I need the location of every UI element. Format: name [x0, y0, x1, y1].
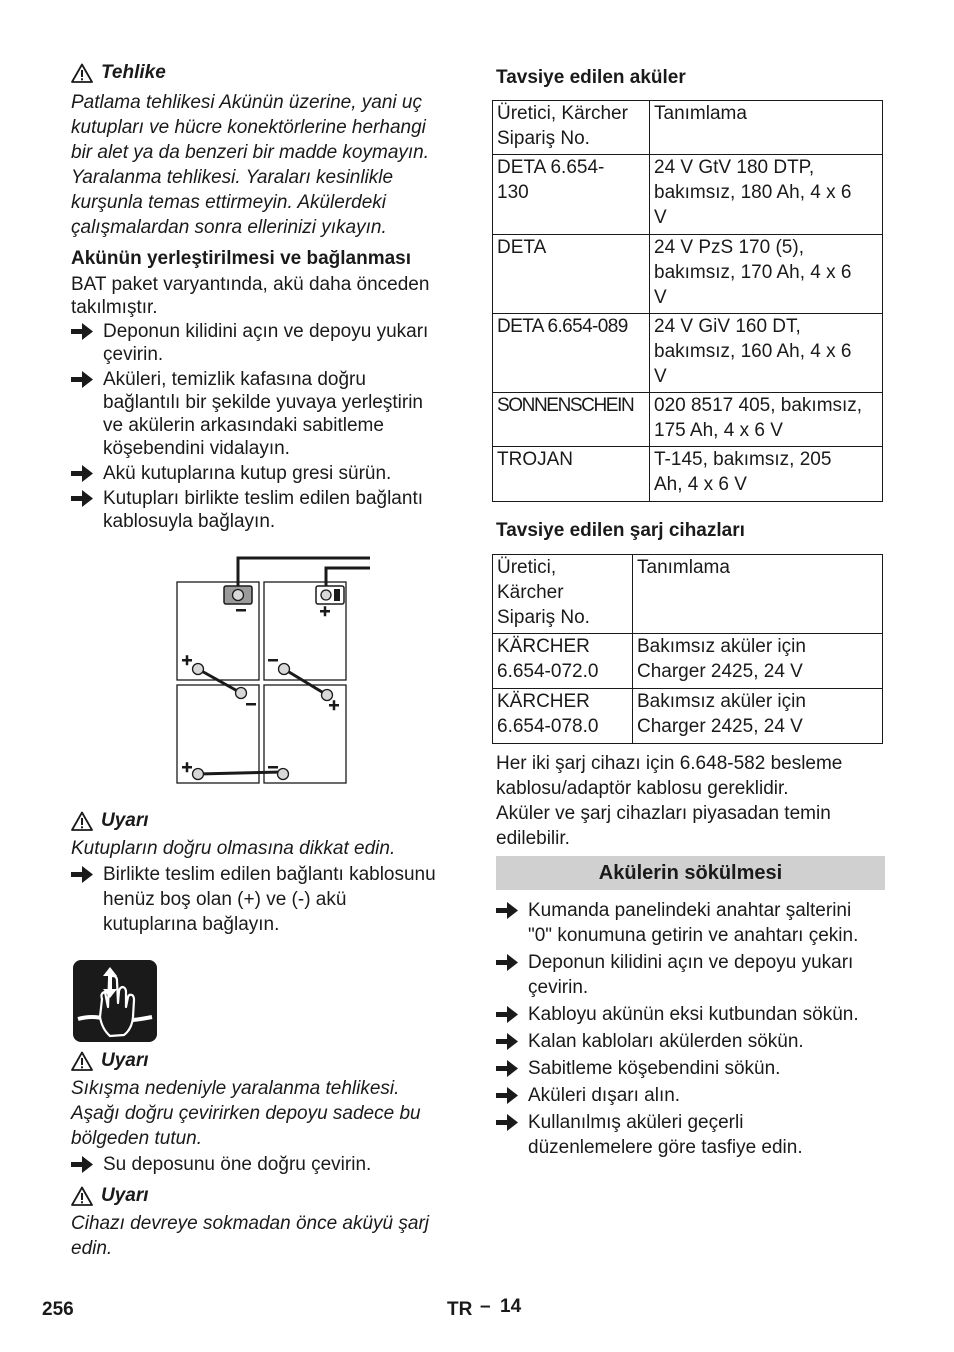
table-header-row — [493, 555, 883, 634]
text-line: Akü kutuplarına kutup gresi sürün. — [103, 463, 392, 484]
text-line: Patlama tehlikesi Akünün üzerine, yani uç — [71, 92, 422, 113]
arrow-right-icon — [71, 371, 93, 388]
warning-title: Uyarı — [101, 1185, 149, 1206]
table-cell: 6.654-072.0 — [497, 661, 599, 682]
battery-wiring-diagram — [170, 552, 380, 788]
text-line: Su deposunu öne doğru çevirin. — [103, 1154, 372, 1175]
list-item — [496, 1002, 888, 1027]
text-line: Kutupları birlikte teslim edilen bağlantı — [103, 488, 424, 509]
list-item — [71, 367, 466, 461]
section-page-number: 14 — [500, 1296, 522, 1317]
table-row — [493, 447, 883, 502]
text-line: çevirin. — [103, 344, 164, 365]
warning-text — [71, 1211, 466, 1261]
text-line: Sıkışma nedeniyle yaralanma tehlikesi. — [71, 1078, 400, 1099]
text-line: Kabloyu akünün eksi kutbundan sökün. — [528, 1004, 859, 1025]
text-line: çevirin. — [528, 977, 589, 998]
text-line: Kalan kabloları akülerden sökün. — [528, 1031, 804, 1052]
text-line: bir alet ya da benzeri bir madde koymayın. — [71, 142, 430, 163]
warning-title: Uyarı — [101, 1050, 149, 1071]
table-cell: KÄRCHER — [497, 691, 590, 712]
table-cell: Sipariş No. — [497, 607, 590, 628]
arrow-right-icon — [496, 902, 518, 919]
table-cell: TROJAN — [497, 449, 573, 470]
table-cell: SONNENSCHEIN — [497, 395, 634, 416]
list-item — [496, 1029, 888, 1054]
text-line: Kullanılmış aküleri geçerli — [528, 1112, 744, 1133]
install-intro — [71, 272, 461, 320]
section-heading: Tavsiye edilen aküler — [496, 67, 686, 88]
text-line: bölgeden tutun. — [71, 1128, 203, 1149]
table-cell: Üretici, Kärcher — [497, 103, 628, 124]
list-item — [71, 862, 466, 937]
table-cell: Bakımsız aküler için — [637, 636, 806, 657]
text-line: Aşağı doğru çevirirken depoyu sadece bu — [71, 1103, 421, 1124]
table-cell: Tanımlama — [654, 103, 747, 124]
page-number: 256 — [42, 1299, 74, 1320]
table-cell: Üretici, — [497, 557, 557, 578]
warning-triangle-icon — [71, 63, 93, 83]
text-line: "0" konumuna getirin ve anahtarı çekin. — [528, 925, 859, 946]
table-cell: V — [654, 287, 667, 308]
text-line: Kumanda panelindeki anahtar şalterini — [528, 900, 852, 921]
text-line: kablosuyla bağlayın. — [103, 511, 276, 532]
table-cell: T-145, bakımsız, 205 — [654, 449, 832, 470]
section-title-bar: Akülerin sökülmesi — [496, 856, 885, 890]
text-line: henüz boş olan (+) ve (-) akü — [103, 889, 347, 910]
text-line: Aküler ve şarj cihazları piyasadan temin — [496, 803, 831, 824]
removal-steps — [496, 898, 888, 1160]
text-line: Aküleri, temizlik kafasına doğru — [103, 369, 366, 390]
warning-caution — [71, 808, 149, 833]
text-line: düzenlemelere göre tasfiye edin. — [528, 1137, 803, 1158]
table-cell: DETA 6.654- — [497, 157, 605, 178]
terminal-posts — [193, 664, 333, 780]
text-line: kurşunla temas ettirmeyin. Akülerdeki — [71, 192, 387, 213]
list-item — [496, 1056, 888, 1081]
list-item — [496, 1110, 888, 1160]
table-cell: V — [654, 366, 667, 387]
list-item — [496, 1083, 888, 1108]
text-line: kutupları ve hücre konektörlerine herhangi — [71, 117, 426, 138]
arrow-right-icon — [71, 465, 93, 482]
arrow-right-icon — [71, 323, 93, 340]
warning-triangle-icon — [71, 1051, 93, 1071]
list-item — [71, 319, 466, 367]
text-line: Birlikte teslim edilen bağlantı kablosunu — [103, 864, 436, 885]
text-line: Aküleri dışarı alın. — [528, 1085, 681, 1106]
text-line: köşebendini vidalayın. — [103, 438, 290, 459]
install-steps — [71, 319, 466, 534]
hand-grip-pictogram — [72, 959, 158, 1043]
warning-title: Tehlike — [101, 62, 166, 83]
table-cell: Ah, 4 x 6 V — [654, 474, 747, 495]
text-line: çalışmalardan sonra ellerinizi yıkayın. — [71, 217, 387, 238]
text-line: Sabitleme köşebendini sökün. — [528, 1058, 781, 1079]
arrow-right-icon — [496, 954, 518, 971]
warning-triangle-icon — [71, 811, 93, 831]
list-item — [71, 461, 466, 486]
table-cell: 020 8517 405, bakımsız, — [654, 395, 863, 416]
arrow-right-icon — [496, 1033, 518, 1050]
text-line: Deponun kilidini açın ve depoyu yukarı — [528, 952, 854, 973]
table-cell: bakımsız, 160 Ah, 4 x 6 — [654, 341, 852, 362]
text-line: BAT paket varyantında, akü daha önceden — [71, 274, 430, 295]
language-code: TR — [447, 1299, 473, 1320]
charger-note — [496, 751, 888, 851]
text-line: takılmıştır. — [71, 297, 158, 318]
table-row — [493, 689, 883, 744]
table-row — [493, 155, 883, 235]
table-cell: 130 — [497, 182, 529, 203]
warning-text: Kutupların doğru olmasına dikkat edin. — [71, 838, 396, 859]
text-line: kablosu/adaptör kablosu gereklidir. — [496, 778, 789, 799]
text-line: edin. — [71, 1238, 113, 1259]
cable-lead — [326, 568, 370, 587]
warning-caution — [71, 1183, 149, 1208]
table-cell: bakımsız, 170 Ah, 4 x 6 — [654, 262, 852, 283]
text-line: ve akülerin arkasındaki sabitleme — [103, 415, 384, 436]
text-line: Deponun kilidini açın ve depoyu yukarı — [103, 321, 429, 342]
table-cell: 24 V GtV 180 DTP, — [654, 157, 815, 178]
warning-danger — [71, 60, 166, 85]
table-cell: V — [654, 207, 667, 228]
section-heading: Tavsiye edilen şarj cihazları — [496, 520, 745, 541]
warning-caution — [71, 1048, 149, 1073]
warning-title: Uyarı — [101, 810, 149, 831]
list-item — [496, 950, 888, 1000]
table-row — [493, 634, 883, 689]
table-cell: Bakımsız aküler için — [637, 691, 806, 712]
arrow-right-icon — [496, 1087, 518, 1104]
table-row — [493, 314, 883, 393]
text-line: bağlantılı bir şekilde yuvaya yerleştirin — [103, 392, 423, 413]
table-cell: KÄRCHER — [497, 636, 590, 657]
list-item — [71, 1152, 371, 1177]
table-cell: 24 V GiV 160 DT, — [654, 316, 801, 337]
arrow-right-icon — [496, 1060, 518, 1077]
warning-triangle-icon — [71, 1186, 93, 1206]
arrow-right-icon — [71, 1156, 93, 1173]
table-row — [493, 393, 883, 447]
table-cell: Tanımlama — [637, 557, 730, 578]
table-cell: Kärcher — [497, 582, 564, 603]
warning-text — [71, 1076, 466, 1151]
table-cell: Sipariş No. — [497, 128, 590, 149]
text-line: Yaralanma tehlikesi. Yaraları kesinlikle — [71, 167, 394, 188]
table-cell: 175 Ah, 4 x 6 V — [654, 420, 783, 441]
table-row — [493, 235, 883, 314]
table-cell: 24 V PzS 170 (5), — [654, 237, 804, 258]
table-cell: DETA — [497, 237, 547, 258]
text-line: Her iki şarj cihazı için 6.648-582 besleme — [496, 753, 843, 774]
table-cell: bakımsız, 180 Ah, 4 x 6 — [654, 182, 852, 203]
footer-dash: – — [480, 1296, 491, 1317]
table-cell: Charger 2425, 24 V — [637, 716, 803, 737]
warning-danger-text — [71, 90, 466, 240]
section-heading: Akünün yerleştirilmesi ve bağlanması — [71, 248, 412, 269]
text-line: kutuplarına bağlayın. — [103, 914, 280, 935]
arrow-right-icon — [496, 1006, 518, 1023]
text-line: edilebilir. — [496, 828, 570, 849]
charger-table — [492, 554, 883, 744]
cable-lead — [238, 558, 370, 587]
table-cell: 6.654-078.0 — [497, 716, 599, 737]
list-item — [71, 486, 466, 534]
battery-table — [492, 100, 883, 502]
arrow-right-icon — [71, 490, 93, 507]
table-cell: DETA 6.654-089 — [497, 316, 628, 337]
list-item — [496, 898, 888, 948]
arrow-right-icon — [71, 866, 93, 883]
table-cell: Charger 2425, 24 V — [637, 661, 803, 682]
arrow-right-icon — [496, 1114, 518, 1131]
text-line: Cihazı devreye sokmadan önce aküyü şarj — [71, 1213, 430, 1234]
table-header-row — [493, 101, 883, 155]
